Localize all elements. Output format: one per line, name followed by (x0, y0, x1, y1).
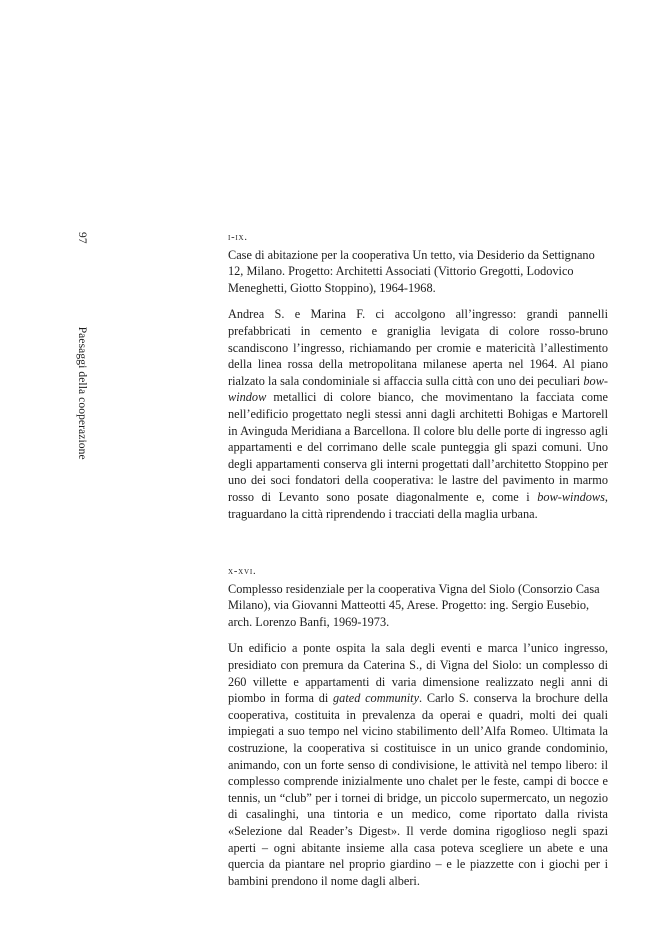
section-body (228, 306, 608, 522)
italic-term: bow-windows (537, 489, 605, 504)
plate-caption: Complesso residenziale per la cooperativa Vigna del Siolo (Consorzio Casa Milano), via Giovanni Matteotti 45, Arese. Progetto: ing. Sergio Eusebio, arch. Lorenzo Banfi, 1969-1973. (228, 581, 600, 629)
page-sidebar (74, 232, 88, 492)
body-text-run: Andrea S. e Marina F. ci accolgono all’ingresso: grandi pannelli prefabbricati in cemento e graniglia levigata di colore rosso-bruno scandiscono l’ingresso, richiamando per cromie e matericità l’allestimento della linea rossa della metropolitana milanese aperta nel 1964. Al piano rialzato la sala condominiale si affaccia sulla città con uno dei peculiari (228, 307, 608, 388)
body-text-run: metallici di colore bianco, che movimentano la facciata come nell’edificio progettato negli stessi anni dagli architetti Bohigas e Martorell in Avinguda Meridiana a Barcellona. Il colore blu delle porte di ingresso agli appartamenti e del corrimano delle scale punteggia gli spazi comuni. Uno degli appartamenti conserva gli interni progettati dall’architetto Stoppino per uno dei soci fondatori della cooperativa: le lastre del pavimento in marmo rosso di Levanto sono posate diagonalmente e, come i (228, 390, 608, 504)
section-block (228, 564, 608, 889)
body-text-run: . Carlo S. conserva la brochure della cooperativa, costituita in prevalenza da operai e quadri, molti dei quali impiegati a suo tempo nel vicino stabilimento dell’Alfa Romeo. Ultimata la costruzione, la cooperativa si costituisce in un unico grande condominio, animando, con un forte senso di condivisione, le attività nel tempo libero: il complesso comprende inizialmente uno chalet per le feste, campi di bocce e tennis, un “club” per i tornei di bridge, un piccolo supermercato, un negozio di casalinghi, una tintoria e un medico, come riportato dalla rivista «Selezione dal Reader’s Digest». Il verde domina rigoglioso negli spazi aperti – ogni abitante insieme alla casa poteva scegliere un abete e una quercia da piantare nel proprio giardino – e le piazzette con i giochi per i bambini prendono il nome dagli alberi. (228, 691, 608, 888)
main-content (228, 230, 608, 889)
plate-code: i-ix. (228, 232, 248, 243)
italic-term: gated community (333, 691, 420, 706)
italic-term: bow-window (228, 373, 608, 405)
running-title: Paesaggi della cooperazione (76, 326, 88, 460)
section-block (228, 230, 608, 522)
plate-caption: Case di abitazione per la cooperativa Un tetto, via Desiderio da Settignano 12, Milano. Progetto: Architetti Associati (Vittorio Gregotti, Lodovico Meneghetti, Giotto Stoppino), 1964-1968. (228, 247, 595, 295)
sidebar-text (76, 232, 88, 460)
body-text-run: Un edificio a ponte ospita la sala degli eventi e marca l’unico ingresso, presidiato con premura da Caterina S., di Vigna del Siolo: un complesso di 260 villette e appartamenti di varia dimensione realizzato negli anni di piombo in forma di (228, 641, 608, 706)
body-text-run: , traguardano la città riprendendo i tracciati della maglia urbana. (228, 489, 608, 521)
section-body (228, 640, 608, 889)
page-number: 97 (76, 232, 88, 244)
plate-code: x-xvi. (228, 566, 257, 578)
